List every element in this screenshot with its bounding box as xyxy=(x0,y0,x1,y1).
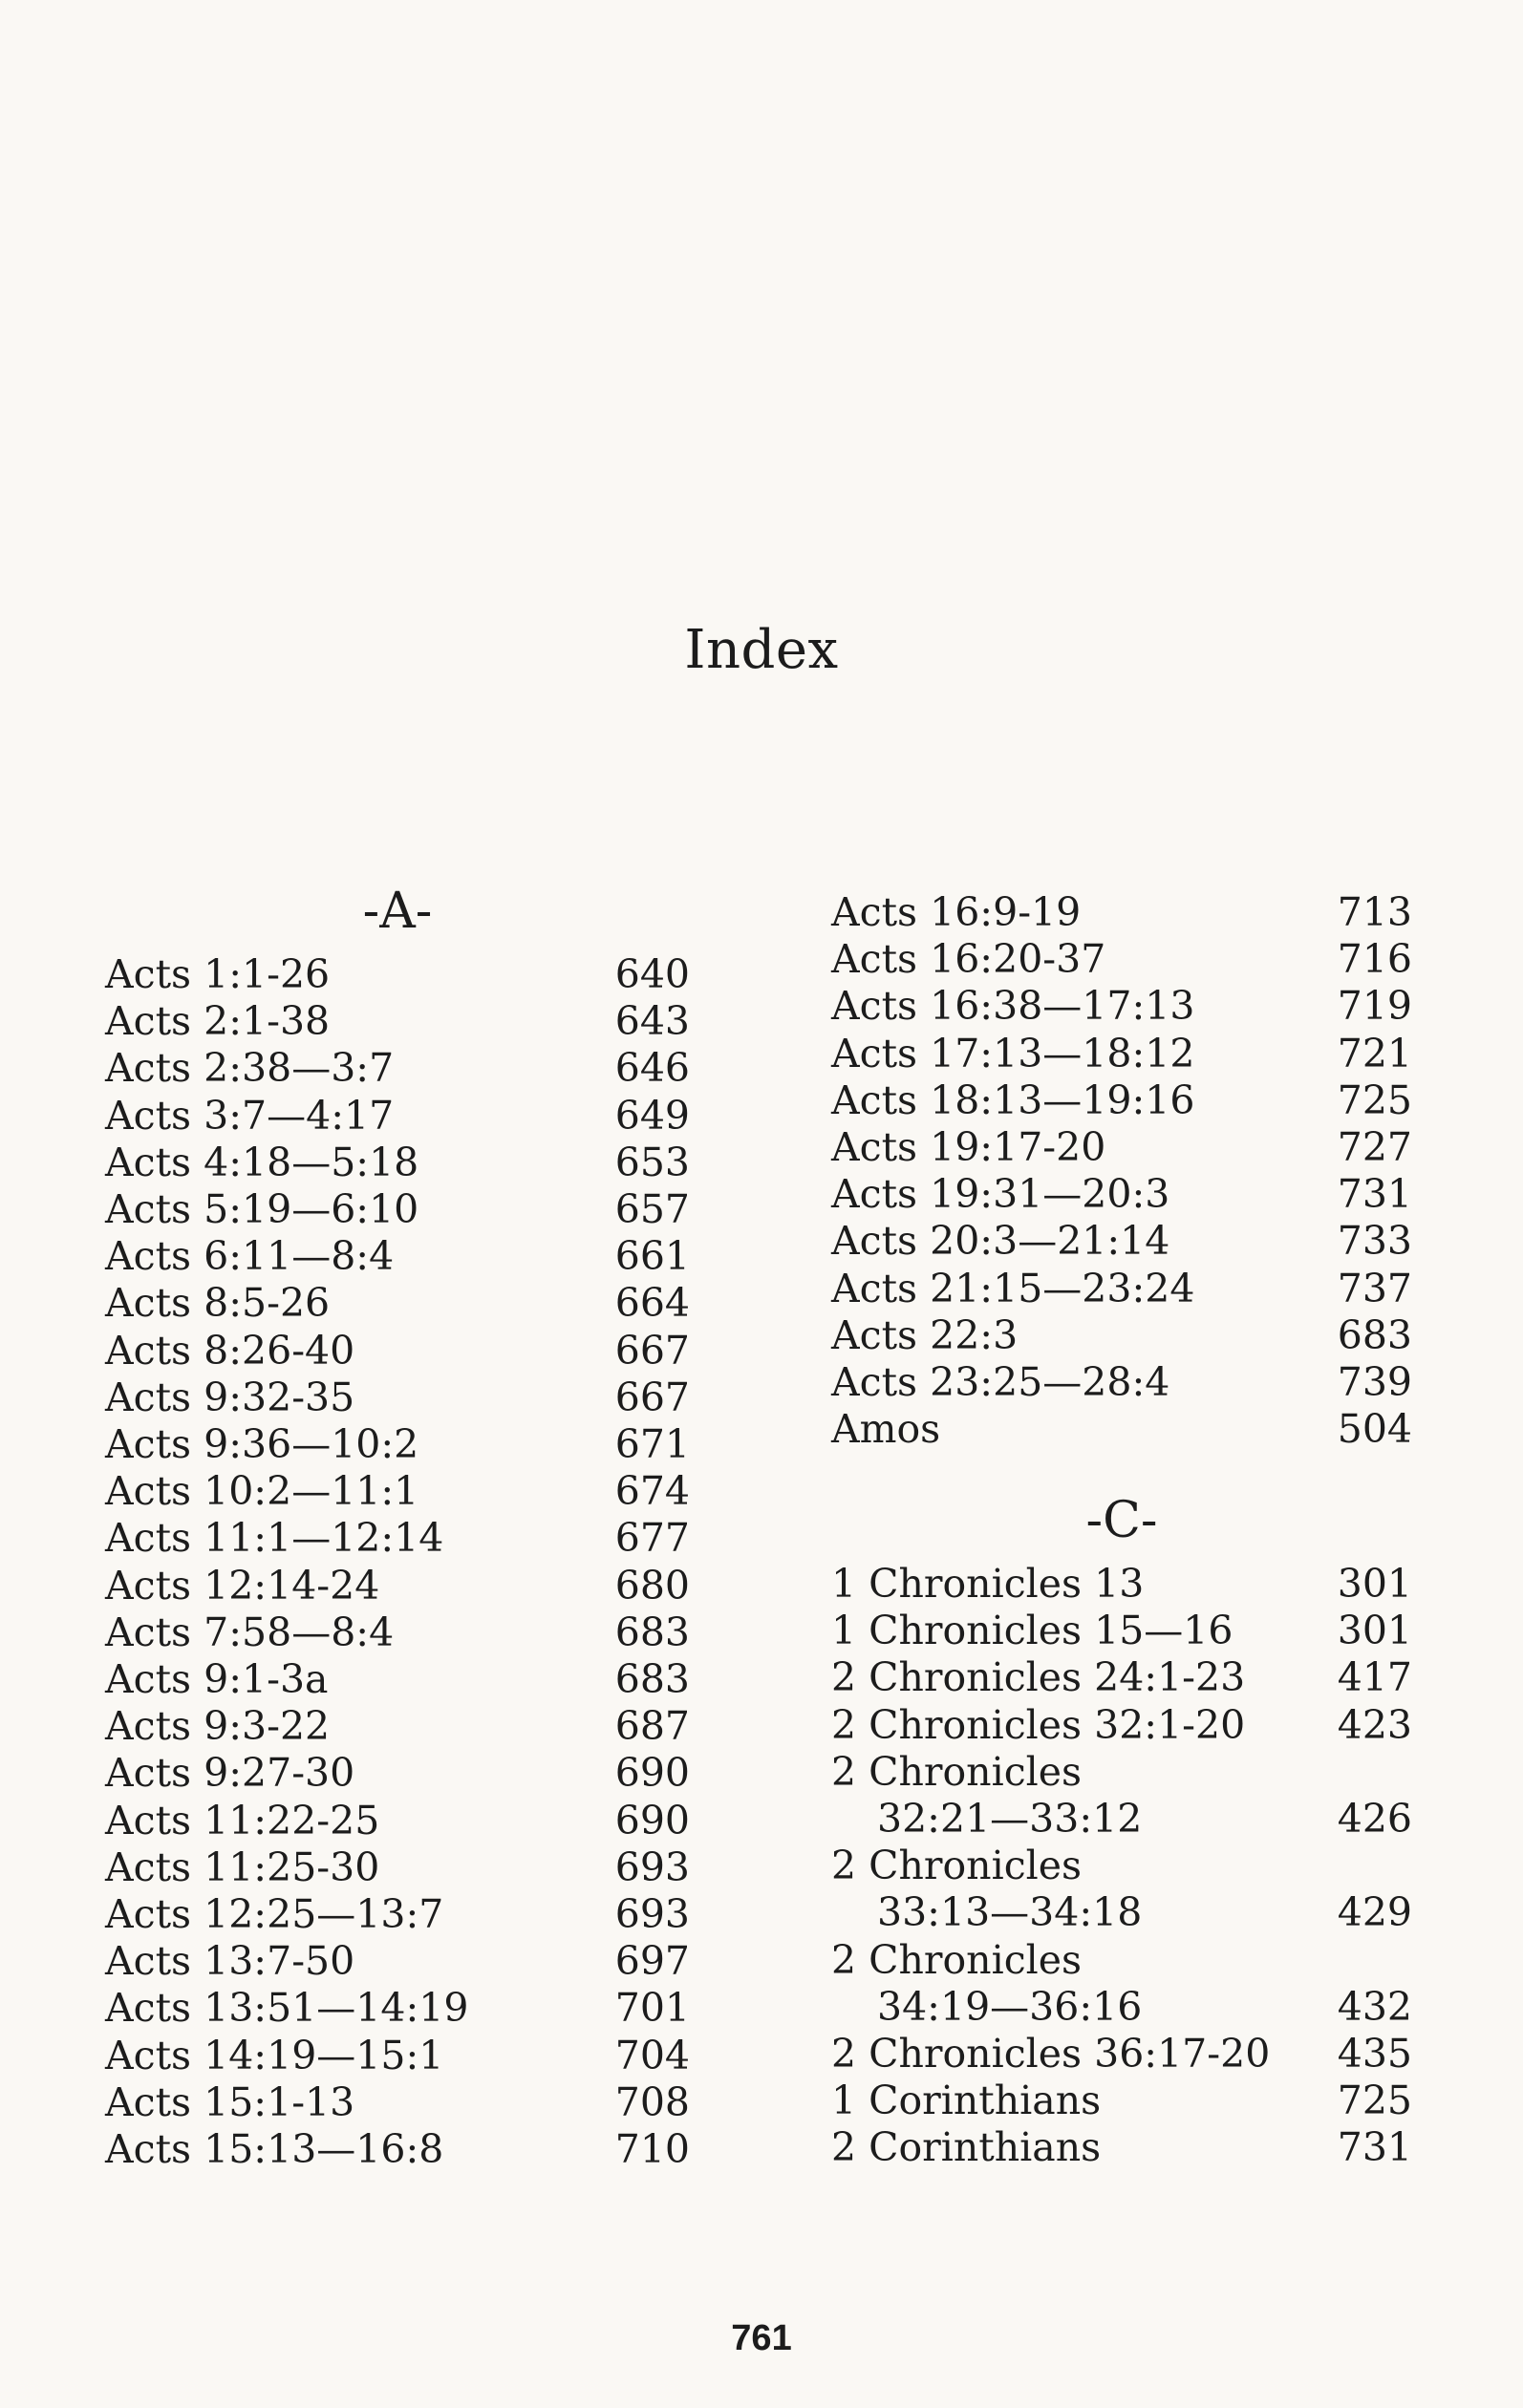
entry-reference: Acts 21:15—23:24 xyxy=(831,1265,1195,1311)
index-entry xyxy=(831,936,1412,983)
entry-page-number: 417 xyxy=(1337,1654,1412,1701)
entry-reference: Acts 20:3—21:14 xyxy=(831,1218,1170,1265)
index-entry xyxy=(831,983,1412,1030)
entry-page-number: 693 xyxy=(614,1891,690,1937)
entry-reference: Acts 3:7—4:17 xyxy=(105,1092,395,1139)
entry-reference: Acts 6:11—8:4 xyxy=(105,1233,395,1280)
entry-reference: Acts 1:1-26 xyxy=(105,951,331,997)
entry-page-number: 727 xyxy=(1337,1124,1412,1170)
entry-page-number: 683 xyxy=(614,1609,690,1655)
entry-page-number: 731 xyxy=(1337,2124,1412,2171)
index-entry xyxy=(831,2124,1412,2171)
entry-page-number: 697 xyxy=(614,1938,690,1985)
entry-reference: Acts 19:31—20:3 xyxy=(831,1171,1170,1218)
entry-reference: Acts 16:38—17:13 xyxy=(831,983,1195,1030)
entry-page-number: 640 xyxy=(614,951,690,997)
entry-page-number: 708 xyxy=(614,2078,690,2125)
index-entry xyxy=(831,1124,1412,1171)
entry-reference: Acts 11:22-25 xyxy=(105,1797,380,1843)
entry-page-number: 429 xyxy=(1337,1889,1412,1936)
index-entry xyxy=(831,1796,1412,1843)
index-entry xyxy=(105,1891,690,1938)
entry-page-number: 643 xyxy=(614,998,690,1045)
entry-reference: 2 Chronicles 32:1-20 xyxy=(831,1701,1246,1748)
index-entry xyxy=(831,1031,1412,1077)
index-entry xyxy=(831,1937,1412,1984)
entry-reference: Acts 7:58—8:4 xyxy=(105,1609,395,1655)
index-entry xyxy=(831,1843,1412,1889)
entry-reference: 2 Chronicles xyxy=(831,1843,1083,1889)
entry-reference: Acts 12:14-24 xyxy=(105,1562,380,1609)
entry-page-number: 693 xyxy=(614,1843,690,1890)
entry-reference: 34:19—36:16 xyxy=(877,1983,1143,2030)
entry-page-number: 671 xyxy=(614,1421,690,1467)
page-title: Index xyxy=(684,619,839,681)
entry-reference: Acts 2:1-38 xyxy=(105,998,331,1045)
entry-reference: Acts 8:26-40 xyxy=(105,1327,355,1374)
entry-reference: Acts 12:25—13:7 xyxy=(105,1891,444,1937)
entry-reference: Acts 19:17-20 xyxy=(831,1124,1106,1170)
index-entry xyxy=(105,1656,690,1703)
entry-reference: Acts 10:2—11:1 xyxy=(105,1468,419,1515)
section-heading-a: -A- xyxy=(362,883,433,940)
entry-reference: Acts 9:1-3a xyxy=(105,1656,329,1702)
index-entry xyxy=(831,1889,1412,1936)
index-entry xyxy=(105,1374,690,1421)
index-entry xyxy=(831,1654,1412,1701)
entry-reference: 2 Chronicles 36:17-20 xyxy=(831,2031,1271,2077)
index-entry xyxy=(831,1171,1412,1218)
index-entry xyxy=(831,2078,1412,2124)
entry-reference: Acts 23:25—28:4 xyxy=(831,1359,1170,1405)
entry-page-number: 690 xyxy=(614,1750,690,1797)
entry-reference: 2 Chronicles xyxy=(831,1936,1083,1983)
entry-reference: Acts 22:3 xyxy=(831,1311,1019,1358)
entry-page-number: 683 xyxy=(614,1656,690,1702)
entry-page-number: 423 xyxy=(1337,1701,1412,1748)
entry-page-number: 690 xyxy=(614,1797,690,1843)
index-entry xyxy=(831,1218,1412,1265)
entry-page-number: 301 xyxy=(1337,1561,1412,1607)
entry-page-number: 674 xyxy=(614,1468,690,1515)
index-entry xyxy=(105,998,690,1045)
entry-page-number: 646 xyxy=(614,1045,690,1092)
entry-page-number: 667 xyxy=(614,1374,690,1420)
entry-page-number: 701 xyxy=(614,1985,690,2032)
index-entry xyxy=(105,1515,690,1562)
entry-reference: Acts 4:18—5:18 xyxy=(105,1139,419,1185)
entry-reference: 1 Chronicles 13 xyxy=(831,1561,1145,1607)
entry-reference: Acts 15:13—16:8 xyxy=(105,2126,444,2172)
entry-reference: 1 Chronicles 15—16 xyxy=(831,1608,1233,1654)
index-entry xyxy=(105,1468,690,1515)
entry-reference: Acts 9:36—10:2 xyxy=(105,1421,419,1467)
entry-reference: 2 Chronicles 24:1-23 xyxy=(831,1654,1246,1701)
entry-reference: 1 Corinthians xyxy=(831,2078,1102,2124)
entry-page-number: 731 xyxy=(1337,1171,1412,1218)
entry-page-number: 713 xyxy=(1337,889,1412,935)
index-entry xyxy=(105,1328,690,1374)
entry-page-number: 664 xyxy=(614,1280,690,1327)
entry-page-number: 661 xyxy=(614,1233,690,1280)
entry-page-number: 435 xyxy=(1337,2031,1412,2077)
entry-reference: Acts 16:20-37 xyxy=(831,936,1106,983)
entry-page-number: 683 xyxy=(1337,1311,1412,1358)
index-entry xyxy=(831,1984,1412,2031)
entry-page-number: 725 xyxy=(1337,2078,1412,2124)
entry-page-number: 710 xyxy=(614,2126,690,2172)
entry-reference: Acts 9:32-35 xyxy=(105,1374,355,1420)
entry-page-number: 719 xyxy=(1337,983,1412,1030)
entry-page-number: 677 xyxy=(614,1515,690,1562)
index-entry xyxy=(105,1798,690,1844)
entry-reference: Acts 11:1—12:14 xyxy=(105,1515,444,1562)
index-entry xyxy=(831,1312,1412,1359)
index-entry xyxy=(831,1077,1412,1124)
entry-reference: Acts 18:13—19:16 xyxy=(831,1076,1195,1123)
entry-reference: 2 Chronicles xyxy=(831,1748,1083,1795)
entry-page-number: 653 xyxy=(614,1139,690,1185)
entry-page-number: 426 xyxy=(1337,1796,1412,1842)
index-entry xyxy=(105,1703,690,1750)
index-entry xyxy=(831,1359,1412,1406)
index-entry xyxy=(105,1844,690,1891)
section-heading-c: -C- xyxy=(1085,1492,1158,1549)
entry-reference: Acts 16:9-19 xyxy=(831,889,1082,935)
index-entry xyxy=(105,1938,690,1985)
entry-page-number: 432 xyxy=(1337,1983,1412,2030)
index-entry xyxy=(105,1421,690,1468)
index-entry xyxy=(105,1985,690,2032)
entry-page-number: 649 xyxy=(614,1092,690,1139)
entry-reference: Acts 11:25-30 xyxy=(105,1843,380,1890)
index-entry xyxy=(105,1750,690,1797)
index-entry xyxy=(831,1561,1412,1608)
index-entry xyxy=(105,1093,690,1140)
index-entry xyxy=(105,2079,690,2126)
entry-reference: 32:21—33:12 xyxy=(877,1796,1143,1842)
entry-reference: Acts 9:3-22 xyxy=(105,1703,331,1750)
entry-reference: Acts 8:5-26 xyxy=(105,1280,331,1327)
index-entry xyxy=(831,1406,1412,1453)
entry-page-number: 504 xyxy=(1337,1406,1412,1453)
index-entry xyxy=(105,2126,690,2173)
entry-reference: Acts 13:7-50 xyxy=(105,1938,355,1985)
entry-page-number: 737 xyxy=(1337,1265,1412,1311)
entry-page-number: 301 xyxy=(1337,1608,1412,1654)
entry-page-number: 667 xyxy=(614,1327,690,1374)
index-entry xyxy=(831,1266,1412,1312)
index-entry xyxy=(831,1702,1412,1749)
entry-page-number: 721 xyxy=(1337,1030,1412,1076)
page-number: 761 xyxy=(731,2318,792,2358)
index-entry xyxy=(105,1045,690,1092)
index-entry xyxy=(105,1609,690,1656)
entry-reference: 2 Corinthians xyxy=(831,2124,1102,2171)
entry-reference: Acts 17:13—18:12 xyxy=(831,1030,1195,1076)
entry-reference: Acts 13:51—14:19 xyxy=(105,1985,469,2032)
index-entry xyxy=(831,2031,1412,2078)
entry-reference: Acts 9:27-30 xyxy=(105,1750,355,1797)
index-entry xyxy=(831,889,1412,936)
index-entry xyxy=(105,2033,690,2079)
entry-page-number: 687 xyxy=(614,1703,690,1750)
entry-page-number: 739 xyxy=(1337,1359,1412,1405)
entry-page-number: 716 xyxy=(1337,936,1412,983)
entry-reference: Acts 14:19—15:1 xyxy=(105,2032,444,2078)
entry-page-number: 657 xyxy=(614,1186,690,1232)
entry-reference: Acts 2:38—3:7 xyxy=(105,1045,395,1092)
entry-page-number: 733 xyxy=(1337,1218,1412,1265)
index-entry xyxy=(831,1608,1412,1654)
index-entry xyxy=(105,1233,690,1280)
index-entry xyxy=(105,1280,690,1327)
entry-reference: Amos xyxy=(831,1406,941,1453)
entry-page-number: 704 xyxy=(614,2032,690,2078)
entry-page-number: 680 xyxy=(614,1562,690,1609)
entry-reference: Acts 15:1-13 xyxy=(105,2078,355,2125)
index-entry xyxy=(105,1140,690,1186)
index-entry xyxy=(105,951,690,998)
index-entry xyxy=(831,1749,1412,1796)
entry-reference: Acts 5:19—6:10 xyxy=(105,1186,419,1232)
index-entry xyxy=(105,1186,690,1233)
entry-page-number: 725 xyxy=(1337,1076,1412,1123)
entry-reference: 33:13—34:18 xyxy=(877,1889,1143,1936)
index-entry xyxy=(105,1563,690,1609)
